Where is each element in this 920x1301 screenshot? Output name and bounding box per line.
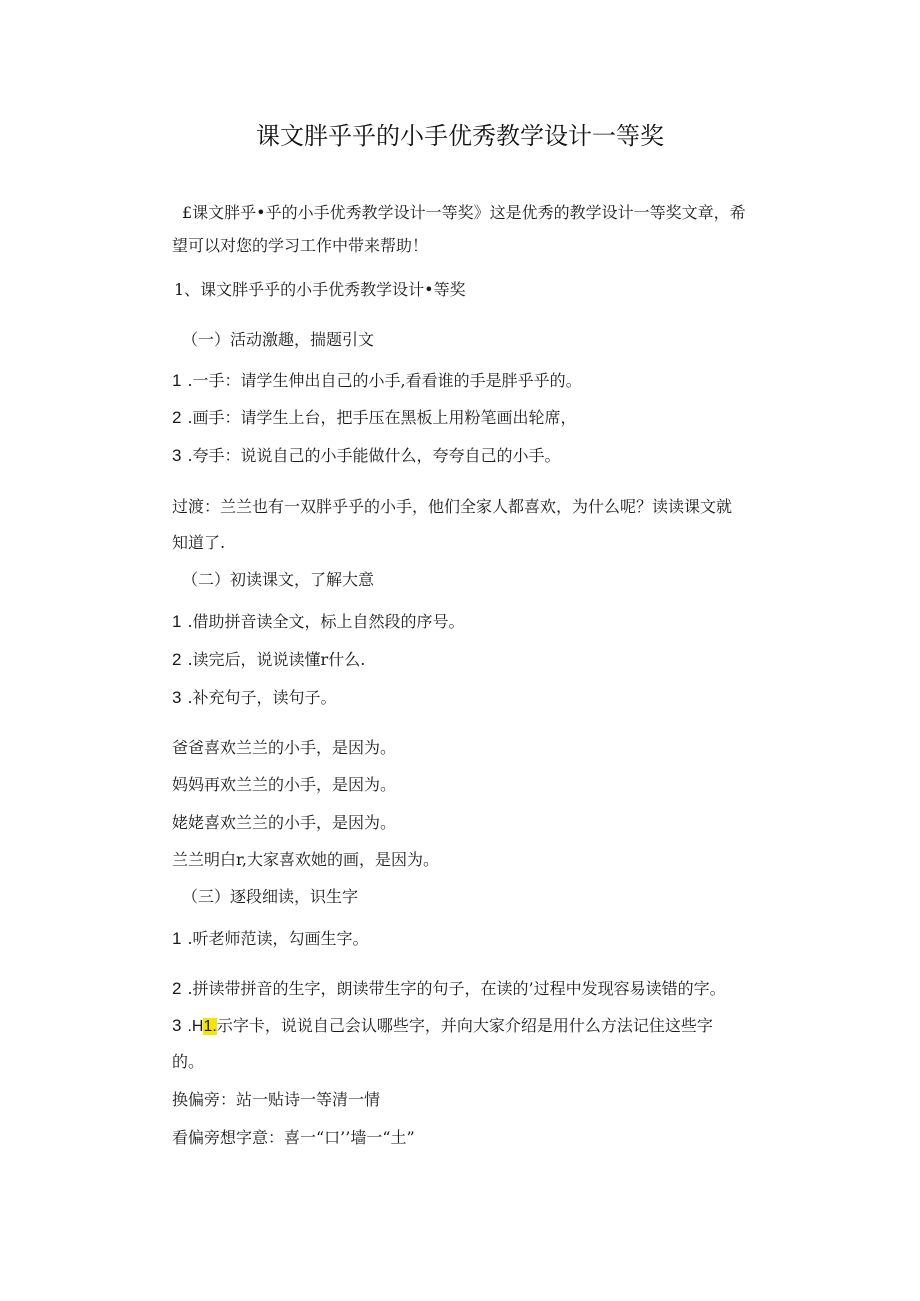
- note-line: 看偏旁想字意：喜一“口’’墙一“土”: [172, 1128, 415, 1147]
- list-item-continuation: 的。: [172, 1052, 205, 1071]
- list-item: [172, 408, 577, 428]
- list-item-number: 2: [172, 408, 182, 427]
- list-item-number: 1: [172, 612, 182, 631]
- list-item: [172, 929, 369, 949]
- list-item-number: 3: [172, 1016, 182, 1035]
- sentence-line: 姥姥喜欢兰兰的小手，是因为。: [172, 813, 397, 832]
- part1-heading: （一）活动激趣，揣题引文: [182, 330, 375, 349]
- transition-line-2: 知道了.: [172, 533, 226, 552]
- part2-heading: （二）初读课文，了解大意: [182, 570, 375, 589]
- list-item-text: .拼读带拼音的生字，朗读带生字的句子，在读的’过程中发现容易读错的字。: [187, 979, 726, 998]
- list-item: [172, 650, 365, 670]
- list-item-text: .画手：请学生上台，把手压在黑板上用粉笔画出轮席，: [187, 408, 577, 427]
- list-item: [172, 371, 582, 391]
- note-line: 换偏旁：站一贴诗一等清一情: [172, 1090, 381, 1109]
- highlighted-text: 1.: [203, 1018, 217, 1035]
- list-item-text: .一手：请学生伸出自己的小手,看看谁的手是胖乎乎的。: [187, 371, 582, 390]
- transition-line-1: 过渡：兰兰也有一双胖乎乎的小手，他们全家人都喜欢，为什么呢？读读课文就: [172, 497, 733, 516]
- part3-heading: （三）逐段细读，识生字: [182, 887, 359, 906]
- list-item-text: .读完后，说说读懂r什么.: [187, 650, 366, 669]
- section-heading: 1、课文胖乎乎的小手优秀教学设计•等奖: [174, 280, 466, 299]
- list-item-number: 2: [172, 979, 182, 998]
- list-item-text: .补充句子，读句子。: [187, 688, 337, 707]
- intro-line-2: 望可以对您的学习工作中带来帮助！: [172, 236, 429, 255]
- list-item-number: 1: [172, 371, 182, 390]
- list-item: [172, 446, 561, 466]
- intro-line-1: £课文胖乎•乎的小手优秀教学设计一等奖》这是优秀的教学设计一等奖文章，希: [182, 203, 746, 222]
- list-item-prefix: .H: [187, 1018, 204, 1035]
- sentence-line: 爸爸喜欢兰兰的小手，是因为。: [172, 738, 397, 757]
- list-item-number: 3: [172, 446, 182, 465]
- list-item-number: 2: [172, 650, 182, 669]
- sentence-line: 兰兰明白r,大家喜欢她的画，是因为。: [172, 850, 439, 869]
- list-item-text: 示字卡，说说自己会认哪些字，并向大家介绍是用什么方法记住这些字: [216, 1016, 713, 1035]
- list-item-text: .听老师范读，勾画生字。: [187, 929, 369, 948]
- list-item-number: 3: [172, 688, 182, 707]
- list-item: [172, 979, 726, 999]
- list-item: [172, 1016, 713, 1037]
- list-item-text: .借助拼音读全文，标上自然段的序号。: [187, 612, 465, 631]
- document-title: 课文胖乎乎的小手优秀教学设计一等奖: [256, 122, 664, 150]
- sentence-line: 妈妈再欢兰兰的小手，是因为。: [172, 775, 397, 794]
- list-item: [172, 612, 465, 632]
- list-item-text: .夸手：说说自己的小手能做什么，夸夸自己的小手。: [187, 446, 561, 465]
- list-item-number: 1: [172, 929, 182, 948]
- list-item: [172, 688, 337, 708]
